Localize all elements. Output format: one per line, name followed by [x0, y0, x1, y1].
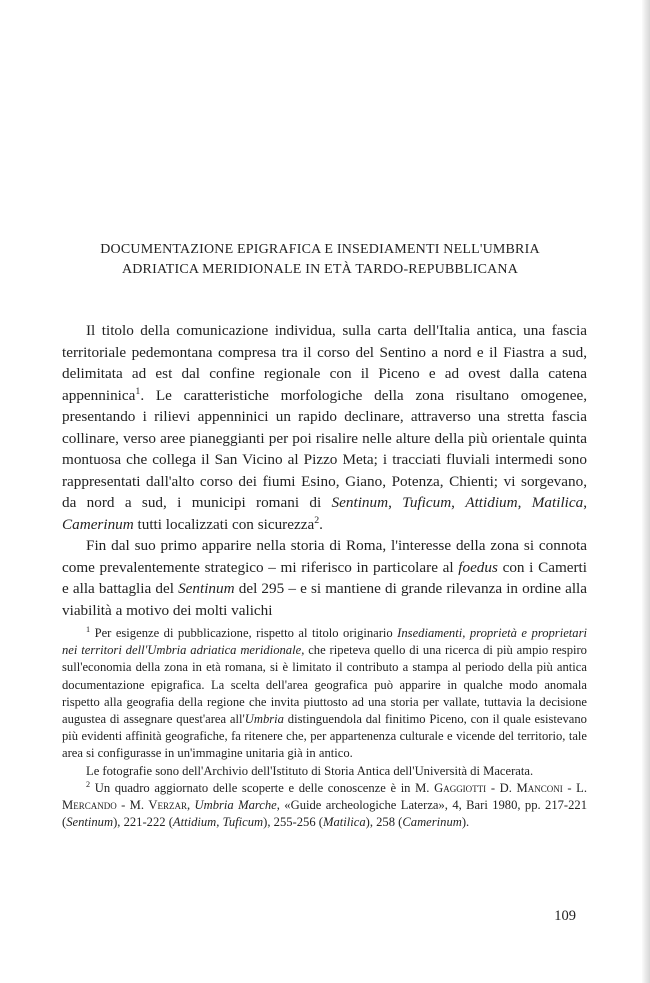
separator: - D.: [486, 780, 517, 795]
ref-camerinum: Camerinum: [402, 815, 462, 830]
paragraph-1: [62, 320, 587, 535]
footnote-2-text-i: ), 258 (: [365, 815, 403, 830]
footnote-2-text-f: , «Guide archeologiche Laterza», 4, Bari 1980, pp. 217-221 (: [62, 798, 588, 830]
separator: ,: [388, 494, 403, 511]
footnotes: [62, 625, 587, 831]
paragraph-2-text-b: con i Camerti e alla battaglia del: [62, 558, 587, 597]
separator: ,: [451, 494, 466, 511]
author-mercando: Mercando: [62, 798, 117, 813]
page-number: 109: [554, 908, 576, 924]
term-umbria: Umbria: [244, 712, 284, 727]
book-title: Umbria Marche: [194, 798, 277, 813]
separator: ,: [186, 798, 195, 813]
separator: - L.: [562, 780, 588, 795]
place-tuficum: Tuficum: [402, 494, 452, 511]
footnote-1-text-a: Per esigenze di pubblicazione, rispetto al titolo originario: [90, 626, 398, 640]
footnote-1-number: 1: [86, 624, 91, 634]
footnote-2-text-j: ).: [461, 815, 470, 830]
author-manconi: Manconi: [516, 780, 563, 795]
footnote-2-text-g: ), 221-222 (: [113, 815, 173, 830]
footnote-ref-2[interactable]: 2: [314, 514, 320, 526]
separator: - M.: [116, 798, 149, 813]
footnote-2: [62, 780, 587, 832]
paragraph-2: [62, 535, 587, 621]
ref-attidium-tuficum: Attidium, Tuficum: [172, 815, 264, 830]
author-gaggiotti: Gaggiotti: [434, 780, 487, 795]
title-line-1: DOCUMENTAZIONE EPIGRAFICA E INSEDIAMENTI NELL'UMBRIA: [100, 242, 540, 257]
paragraph-2-text-c: del 295 – e si mantiene di grande rilevanza in ordine alla viabilità a motivo dei molti valichi: [62, 580, 588, 619]
paragraph-1-text-b: . Le caratteristiche morfologiche della zona risultano omogenee, presentando i rilievi appenninici un rapido declinare, attraverso una stretta fascia collinare, verso aree pianeggianti per poi risalire nelle alture della più orientale quinta montuosa che collega il San Vicino al Pizzo Meta; i tracciati fluviali intermedi sono rappresentati dall'alto corso dei fiumi Esino, Giano, Potenza, Chienti; vi sorgevano, da nord a sud, i municipi romani di: [62, 386, 587, 511]
ref-matilica: Matilica: [322, 815, 366, 830]
paragraph-1-text-c: tutti localizzati con sicurezza: [133, 515, 315, 533]
separator: ,: [517, 494, 532, 511]
place-matilica: Matilica: [531, 494, 584, 511]
footnote-ref-1[interactable]: 1: [135, 385, 141, 397]
body-text: [62, 320, 587, 621]
footnote-2-number: 2: [86, 779, 91, 789]
footnote-1-text-b: , che ripeteva quello di una ricerca di più ampio respiro sull'economia della zona in età romana, si è limitato il contributo a stampa al periodo della più antica documentazione epigrafica. La scelta dell'area geografica può apparire in qualche modo anomala rispetto alla geografia della regione che invita piuttosto ad una storia per vallate, tuttavia la decisione augustea di assegnare quest'area all': [62, 643, 587, 727]
footnote-2-text-a: Un quadro aggiornato delle scoperte e delle conoscenze è in M.: [90, 780, 435, 795]
place-sentinum-2: Sentinum: [178, 580, 235, 597]
paragraph-2-text-a: Fin dal suo primo apparire nella storia di Roma, l'interesse della zona si connota come prevalentemente strategico – mi riferisco in particolare al: [62, 537, 587, 576]
article-title: [56, 240, 584, 280]
page-edge-shadow: [642, 0, 650, 983]
original-title: Insediamenti, proprietà e proprietari nei territori dell'Umbria adriatica meridionale: [62, 626, 587, 658]
author-verzar: Verzar: [148, 798, 187, 813]
period: .: [319, 515, 323, 533]
place-attidium: Attidium: [465, 494, 518, 511]
paragraph-1-text-a: Il titolo della comunicazione individua, sulla carta dell'Italia antica, una fascia territoriale pedemontana compresa tra il corso del Sentino a nord e il Fiastra a sud, delimitata ad est dal confine regionale con il Piceno e ad ovest dalla catena appenninica: [62, 322, 587, 404]
term-foedus: foedus: [458, 558, 498, 576]
ref-sentinum: Sentinum: [66, 815, 114, 830]
footnote-1-text-c: distinguendola dal finitimo Piceno, con il quale esistevano più evidenti affinità geografiche, fa ritenere che, per appartenenza culturale e vicende del territorio, tale area si configurasse in un'immagine unitaria già in antico.: [62, 712, 587, 761]
separator: ,: [583, 494, 588, 511]
title-line-2: ADRIATICA MERIDIONALE IN ETÀ TARDO-REPUBBLICANA: [121, 262, 519, 277]
footnote-1: [62, 625, 587, 763]
footnote-photos: Le fotografie sono dell'Archivio dell'Istituto di Storia Antica dell'Università di Macerata.: [86, 763, 534, 778]
place-sentinum: Sentinum: [331, 494, 389, 511]
footnote-2-text-h: ), 255-256 (: [263, 815, 323, 830]
place-camerinum: Camerinum: [62, 515, 134, 533]
